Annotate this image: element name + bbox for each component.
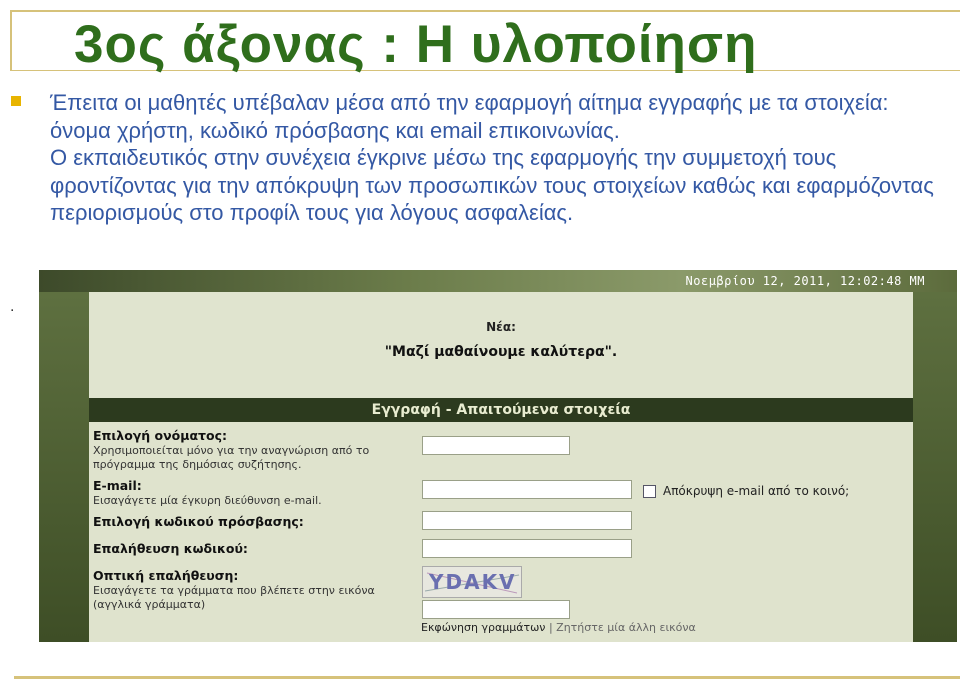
password-label: Επιλογή κωδικού πρόσβασης: xyxy=(93,514,304,529)
captcha-label: Οπτική επαλήθευση: xyxy=(93,568,239,583)
forum-right-border xyxy=(913,292,957,642)
new-image-link[interactable]: Ζητήστε μία άλλη εικόνα xyxy=(556,621,696,634)
slide-top-rule xyxy=(10,10,960,12)
link-separator: | xyxy=(548,621,553,634)
captcha-input[interactable] xyxy=(422,600,570,619)
forum-top-bar xyxy=(39,270,957,292)
hide-email-checkbox[interactable] xyxy=(643,485,656,498)
bullet-square-icon xyxy=(11,96,21,106)
stray-dot: . xyxy=(10,298,15,315)
captcha-links xyxy=(421,621,696,634)
email-hint: Εισαγάγετε μία έγκυρη διεύθυνση e-mail. xyxy=(93,494,322,507)
email-input[interactable] xyxy=(422,480,632,499)
body-paragraph-1: Έπειτα οι μαθητές υπέβαλαν μέσα από την εφαρμογή αίτημα εγγραφής με τα στοιχεία: όνομα χρήστη, κωδικό πρόσβασης και email επικοινωνίας. xyxy=(50,90,889,143)
email-label: E-mail: xyxy=(93,478,142,493)
captcha-image xyxy=(422,566,522,598)
username-label: Επιλογή ονόματος: xyxy=(93,428,228,443)
form-title: Εγγραφή - Απαιτούμενα στοιχεία xyxy=(371,402,631,418)
speak-letters-link[interactable]: Εκφώνηση γραμμάτων xyxy=(421,621,546,634)
username-hint: Χρησιμοποιείται μόνο για την αναγνώριση από το πρόγραμμα της δημόσιας συζήτησης. xyxy=(93,444,370,471)
forum-date: Νοεμβρίου 12, 2011, 12:02:48 ΜΜ xyxy=(685,274,925,288)
slide-body xyxy=(50,89,950,227)
username-input[interactable] xyxy=(422,436,570,455)
captcha-hint: Εισαγάγετε τα γράμματα που βλέπετε στην εικόνα (αγγλικά γράμματα) xyxy=(93,584,375,611)
body-paragraph-2: Ο εκπαιδευτικός στην συνέχεια έγκρινε μέσω της εφαρμογής την συμμετοχή τους φροντίζοντας για την απόκρυψη των προσωπικών τους στοιχείων καθώς και εφαρμόζοντας περιορισμούς στο προφίλ τους για λόγους ασφαλείας. xyxy=(50,145,934,225)
registration-form xyxy=(89,422,913,642)
slide-title: 3ος άξονας : Η υλοποίηση xyxy=(74,15,758,74)
captcha-letters: YDAKV xyxy=(429,570,517,594)
verify-password-label: Επαλήθευση κωδικού: xyxy=(93,541,248,556)
forum-left-border xyxy=(39,292,89,642)
slide-left-rule xyxy=(10,10,12,70)
verify-password-input[interactable] xyxy=(422,539,632,558)
password-input[interactable] xyxy=(422,511,632,530)
form-header xyxy=(89,398,913,422)
registration-screenshot xyxy=(39,270,957,642)
news-box xyxy=(89,292,913,398)
slide-bottom-rule xyxy=(14,676,960,679)
captcha-graphic xyxy=(423,567,521,597)
news-label: Νέα: xyxy=(486,320,516,334)
news-quote: "Μαζί μαθαίνουμε καλύτερα". xyxy=(384,344,618,360)
hide-email-label: Απόκρυψη e-mail από το κοινό; xyxy=(663,484,850,498)
